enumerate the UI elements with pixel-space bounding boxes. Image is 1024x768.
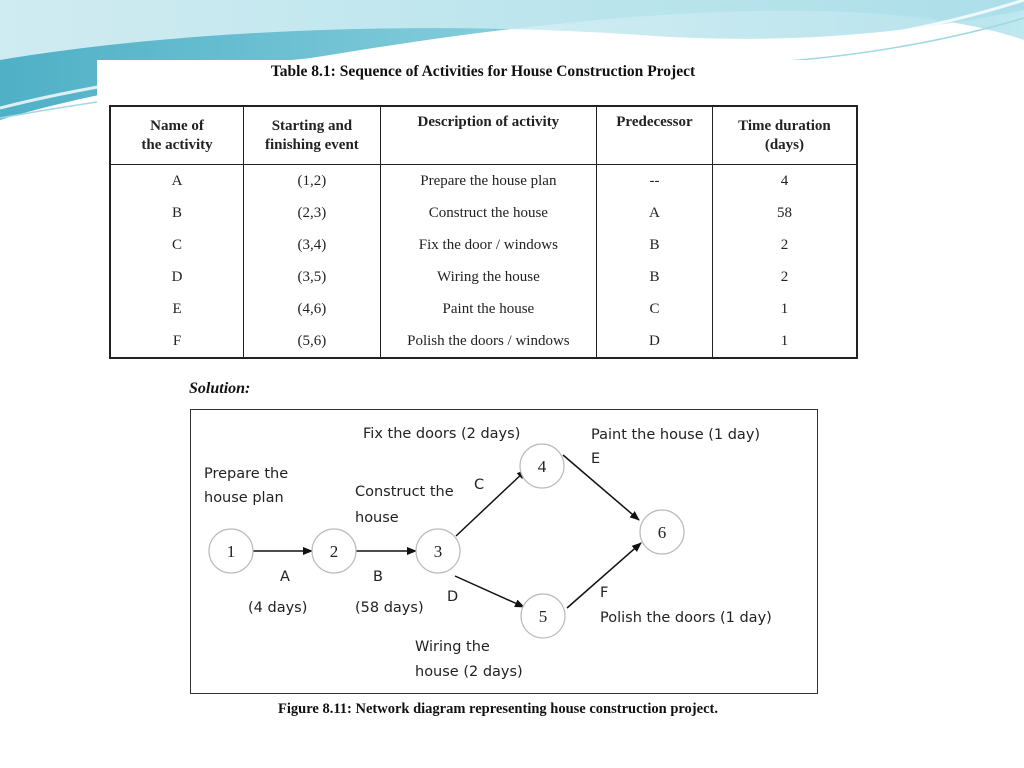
table-row bbox=[110, 197, 857, 229]
label-paint-house: Paint the house (1 day) bbox=[591, 427, 761, 443]
cell-activity-name: C bbox=[110, 229, 244, 261]
node-4 bbox=[520, 444, 564, 488]
node-6-label: 6 bbox=[657, 523, 667, 542]
header-duration-line1: Time duration bbox=[738, 117, 831, 134]
cell-event: (1,2) bbox=[244, 165, 381, 198]
header-event-line1: Starting and bbox=[271, 117, 353, 134]
header-name-line1: Name of bbox=[150, 117, 204, 134]
label-wiring-line2: house (2 days) bbox=[415, 664, 523, 680]
header-starting-finishing-event bbox=[244, 106, 381, 165]
label-activity-a: A bbox=[280, 569, 290, 585]
cell-event: (4,6) bbox=[244, 293, 381, 325]
cell-activity-name: F bbox=[110, 325, 244, 358]
header-event-line2: finishing event bbox=[265, 136, 359, 153]
node-6 bbox=[640, 510, 684, 554]
cell-predecessor: -- bbox=[597, 165, 713, 198]
node-4-label: 4 bbox=[537, 457, 547, 476]
cell-activity-name: A bbox=[110, 165, 244, 198]
cell-duration: 2 bbox=[712, 261, 857, 293]
node-3 bbox=[416, 529, 460, 573]
cell-predecessor: A bbox=[597, 197, 713, 229]
label-days-b: (58 days) bbox=[355, 600, 424, 616]
network-figure-panel bbox=[179, 372, 817, 722]
table-row bbox=[110, 229, 857, 261]
node-5-label: 5 bbox=[538, 607, 548, 626]
cell-duration: 4 bbox=[712, 165, 857, 198]
cell-description: Wiring the house bbox=[380, 261, 596, 293]
label-prepare-line1: Prepare the bbox=[204, 466, 289, 482]
header-duration-line2: (days) bbox=[764, 136, 805, 153]
cell-description: Paint the house bbox=[380, 293, 596, 325]
label-activity-e: E bbox=[591, 451, 601, 467]
cell-activity-name: D bbox=[110, 261, 244, 293]
header-time-duration bbox=[712, 106, 857, 165]
cell-description: Prepare the house plan bbox=[380, 165, 596, 198]
label-days-a: (4 days) bbox=[248, 600, 308, 616]
cell-predecessor: C bbox=[597, 293, 713, 325]
label-activity-d: D bbox=[447, 589, 459, 605]
cell-predecessor: B bbox=[597, 229, 713, 261]
header-name-of-activity bbox=[110, 106, 244, 165]
header-description: Description of activity bbox=[380, 106, 596, 165]
label-polish-doors: Polish the doors (1 day) bbox=[600, 610, 772, 626]
node-5 bbox=[521, 594, 565, 638]
cell-description: Fix the door / windows bbox=[380, 229, 596, 261]
table-row bbox=[110, 165, 857, 198]
activity-table-panel bbox=[97, 60, 869, 358]
cell-activity-name: B bbox=[110, 197, 244, 229]
figure-caption: Figure 8.11: Network diagram representing house construction project. bbox=[278, 701, 718, 717]
cell-event: (5,6) bbox=[244, 325, 381, 358]
cell-event: (2,3) bbox=[244, 197, 381, 229]
cell-predecessor: D bbox=[597, 325, 713, 358]
node-2-label: 2 bbox=[329, 542, 339, 561]
label-activity-f: F bbox=[600, 585, 609, 601]
solution-label: Solution: bbox=[189, 380, 251, 397]
network-diagram-frame bbox=[190, 409, 818, 694]
network-diagram bbox=[191, 410, 817, 693]
cell-duration: 58 bbox=[712, 197, 857, 229]
node-1 bbox=[209, 529, 253, 573]
table-header-row bbox=[110, 106, 857, 165]
table-title: Table 8.1: Sequence of Activities for House Construction Project bbox=[270, 63, 696, 80]
cell-activity-name: E bbox=[110, 293, 244, 325]
label-activity-c: C bbox=[474, 477, 485, 493]
label-fix-doors: Fix the doors (2 days) bbox=[363, 426, 521, 442]
arrow-activity-c bbox=[456, 470, 526, 536]
cell-duration: 1 bbox=[712, 325, 857, 358]
cell-duration: 2 bbox=[712, 229, 857, 261]
node-1-label: 1 bbox=[226, 542, 236, 561]
table-row bbox=[110, 325, 857, 358]
cell-description: Construct the house bbox=[380, 197, 596, 229]
activity-table bbox=[109, 105, 858, 359]
label-wiring-line1: Wiring the bbox=[415, 639, 490, 655]
cell-duration: 1 bbox=[712, 293, 857, 325]
cell-event: (3,4) bbox=[244, 229, 381, 261]
cell-predecessor: B bbox=[597, 261, 713, 293]
table-row bbox=[110, 261, 857, 293]
table-row bbox=[110, 293, 857, 325]
cell-description: Polish the doors / windows bbox=[380, 325, 596, 358]
header-name-line2: the activity bbox=[141, 136, 213, 153]
header-predecessor: Predecessor bbox=[597, 106, 713, 165]
node-3-label: 3 bbox=[433, 542, 443, 561]
node-2 bbox=[312, 529, 356, 573]
label-construct-line2: house bbox=[355, 510, 399, 526]
label-activity-b: B bbox=[373, 569, 383, 585]
cell-event: (3,5) bbox=[244, 261, 381, 293]
arrow-activity-e bbox=[563, 455, 639, 520]
label-construct-line1: Construct the bbox=[355, 484, 454, 500]
arrow-activity-d bbox=[455, 576, 524, 607]
label-prepare-line2: house plan bbox=[204, 490, 284, 506]
